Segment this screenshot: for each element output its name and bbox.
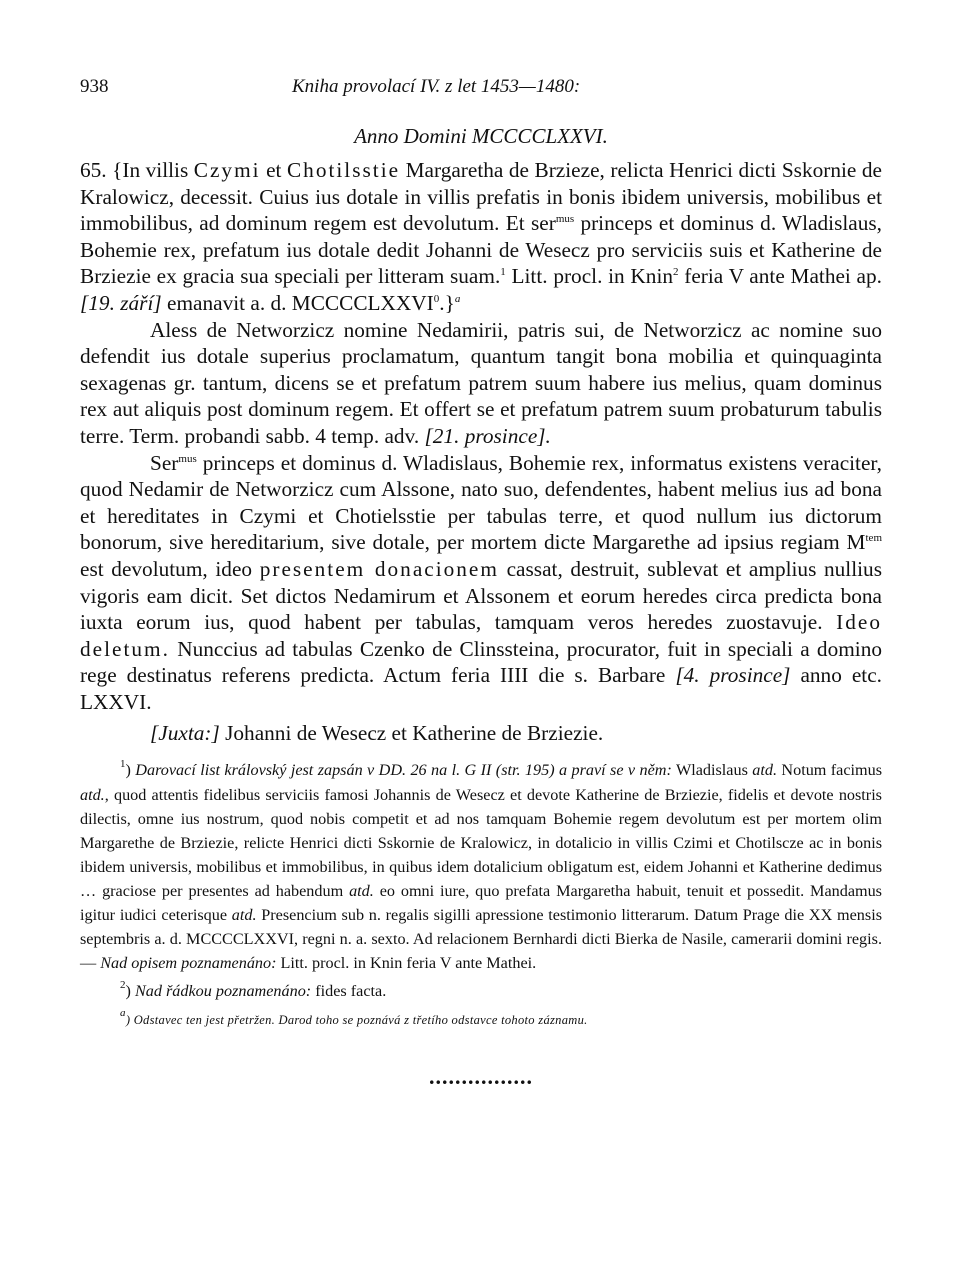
superscript: 0 [433, 292, 440, 305]
page-header [80, 66, 882, 102]
footnote-ref-a[interactable]: a [454, 292, 461, 305]
footnote-ref-1[interactable]: 1 [500, 266, 506, 279]
juxta-label: [Juxta:] [150, 721, 220, 746]
date-note: [21. prosince]. [424, 423, 551, 448]
juxta-text: Johanni de Wesecz et Katherine de Brziezie. [219, 721, 604, 746]
text: , quod attentis fidelibus serviciis famosi Johannis de Wesecz et devote Katherine de Brziezie, fidelis et devote nostris dilectis, omne ius nostrum, quod nobis competit et ad nos tamquam Bohemie regem devolutum est per mortem olim Margarethe de Brziezie, relicte Henrici dicti Sskornie de Kralowicz, in dotalicio in villis Czimi et Chotilscze ac in bonis ibidem universis, mobilibus et immobilibus, in quibus idem dotalicium obligatum est, eidem Johanni et Katherine dedimus … graciose per presentes ad habendum [80, 785, 882, 900]
date-note: [19. září] [80, 290, 162, 315]
text: Presencium sub n. regalis sigilli apressione testimonio litterarum. Datum Prage die XX mensis septembris a. d. MCCCCLXXVI, regni n. a. sexto. Ad relacionem Bernhardi dicti Bierka de Nasile, camerarii domini regis. — [80, 906, 882, 973]
text: atd. [349, 881, 374, 900]
text: Nunccius ad tabulas Czenko de Clinssteina, procurator, fuit in speciali a domino rege destinatus referens predicta. Actum feria IIII die s. Barbare [80, 636, 882, 688]
footnote-ref-2[interactable]: 2 [673, 266, 679, 279]
text: princeps et dominus d. Wladislaus, Bohemie rex, informatus existens veraciter, quod Nedamir de Networzicz cum Alssone, nato suo, defendentes, habent melius ius ad bona et hereditates in Czymi et Chotielsstie per tabulas terre, et quod nullum ius dictorum bonorum, sive hereditarium, sive dotale, per mortem dicte Margarethe ad ipsius regiam M [80, 450, 882, 555]
footnote-mark: a [120, 1007, 126, 1020]
text: eo omni iure, quo prefata Margaretha habuit, tenuit et possedit. Mandamus igitur iudici ceterisque [80, 881, 882, 925]
juxta-line [80, 721, 882, 746]
text: princeps et dominus d. Wladislaus, Bohemie rex, prefatum ius dotale dedit Johanni de Wesecz pro serviciis suis et Katherine de Brziezie ex gracia sua speciali per litteram suam. [80, 211, 883, 289]
date-note: [4. prosince] [675, 663, 791, 688]
text: anno etc. LXXVI. [80, 663, 882, 714]
text: fides facta. [311, 982, 387, 1001]
text: emanavit a. d. MCCCCLXXVI [161, 290, 434, 315]
footnote-a: $^a$) Odstavec ten jest přetržen. Darod toho se poznává z třetího odstavce tohoto záznamu. [120, 1007, 588, 1028]
spaced-text: presentem donacionem [259, 556, 499, 581]
text: Odstavec ten jest přetržen. Darod toho se poznává z třetího odstavce tohoto záznamu. [133, 1013, 588, 1028]
text: feria V ante Mathei ap. [678, 264, 882, 289]
text: Wladislaus [671, 761, 753, 780]
footnote-2: $^2$) Nad řádkou poznamenáno: fides facta. [120, 979, 387, 1001]
text: atd. [80, 785, 105, 804]
spaced-text: Chotilsstie [286, 158, 401, 182]
text: Litt. procl. in Knin [505, 264, 674, 289]
superscript: mus [178, 452, 197, 465]
text: Litt. procl. in Knin feria V ante Mathei. [276, 954, 537, 973]
text: Nad opisem poznamenáno: [100, 954, 277, 973]
text: Darovací list královský jest zapsán v DD. 26 na l. G II (str. 195) a praví se v něm: [135, 761, 672, 780]
document-page [80, 66, 882, 1090]
year-heading: Anno Domini MCCCCLXXVI. [354, 124, 608, 148]
text: et [260, 158, 287, 182]
page-number: 938 [80, 76, 109, 97]
spaced-text: Ideo deletum. [80, 610, 882, 661]
text: Margaretha de Brzieze, relicta Henrici dicti Sskornie de Kralowicz, decessit. Cuius ius dotale in villis prefatis in bonis ibidem universis, mobilibus et immobilibus, ad dominum regem est devolutum. Et ser [80, 158, 882, 236]
text: Notum facimus [777, 761, 883, 780]
text: est devolutum, ideo [80, 556, 260, 581]
entry-paragraph-2 [80, 317, 882, 450]
text: atd. [752, 761, 778, 780]
entry-paragraph-1 [80, 157, 882, 317]
entry-paragraph-3 [80, 450, 882, 716]
text: atd. [231, 906, 257, 925]
text: cassat, destruit, sublevat et amplius nullius vigoris eam dicit. Set dictos Nedamirum et Alssonem et eorum heredes circa predicta bona iuxta eorum ius, quod habent per tabulas, tamquam veros heredes zuostavuje. [80, 556, 882, 635]
running-title: Kniha provolací IV. z let 1453—1480: [292, 76, 581, 97]
text: Nad řádkou poznamenáno: [134, 982, 312, 1001]
superscript: mus [555, 213, 575, 226]
spaced-text: Czymi [193, 158, 261, 182]
superscript: tem [865, 532, 882, 545]
end-dots: ................ [429, 1064, 533, 1090]
footnote-mark: 2 [120, 979, 126, 992]
text: Aless de Networzicz nomine Nedamirii, patris sui, de Networzicz ac nomine suo defendit ius dotale superius proclamatum, quantum tangit bona mobilia et quinquaginta sexagenas gr. tantum, dicens se et prefatum patrem suum habere ius melius, quam dominus rex aut aliquis post dominum regem. Et offert se et prefatum patrem suum probaturum tabulis terre. Term. probandi sabb. 4 temp. adv. [80, 317, 882, 448]
text: {In villis [112, 158, 194, 182]
text: .} [439, 290, 455, 315]
text: Ser [150, 450, 179, 475]
footnote-1: $^1$) Darovací list královský jest zapsán v DD. 26 na l. G II (str. 195) a praví se v něm: Wladislaus atd. Notum facimus atd., quod attentis fidelibus serviciis famosi Johannis de Wesecz et devote Katherine de Brziezie, fidelis et devote nostris dilectis, omne ius nostrum, quod nobis competit et ad nos tamquam Bohemie regem devolutum est per mortem olim Margarethe de Brziezie, relicte Henrici dicti Sskornie de Kralowicz, in dotalicio in villis Czimi et Chotilscze ac in bonis ibidem universis, mobilibus et immobilibus, in quibus idem dotalicium obligatum est, eidem Johanni et Katherine dedimus … graciose per presentes ad habendum atd. eo omni iure, quo prefata Margaretha habuit, tenuit et possedit. Mandamus igitur iudici ceterisque atd. Presencium sub n. regalis sigilli apressione testimonio litterarum. Datum Prage die XX mensis septembris a. d. MCCCCLXXVI, regni n. a. sexto. Ad relacionem Bernhardi dicti Bierka de Nasile, camerarii domini regis. — Nad opisem poznamenáno: Litt. procl. in Knin feria V ante Mathei. [80, 758, 883, 973]
entry-number: 65. [80, 158, 107, 182]
footnote-mark: 1 [120, 758, 126, 771]
